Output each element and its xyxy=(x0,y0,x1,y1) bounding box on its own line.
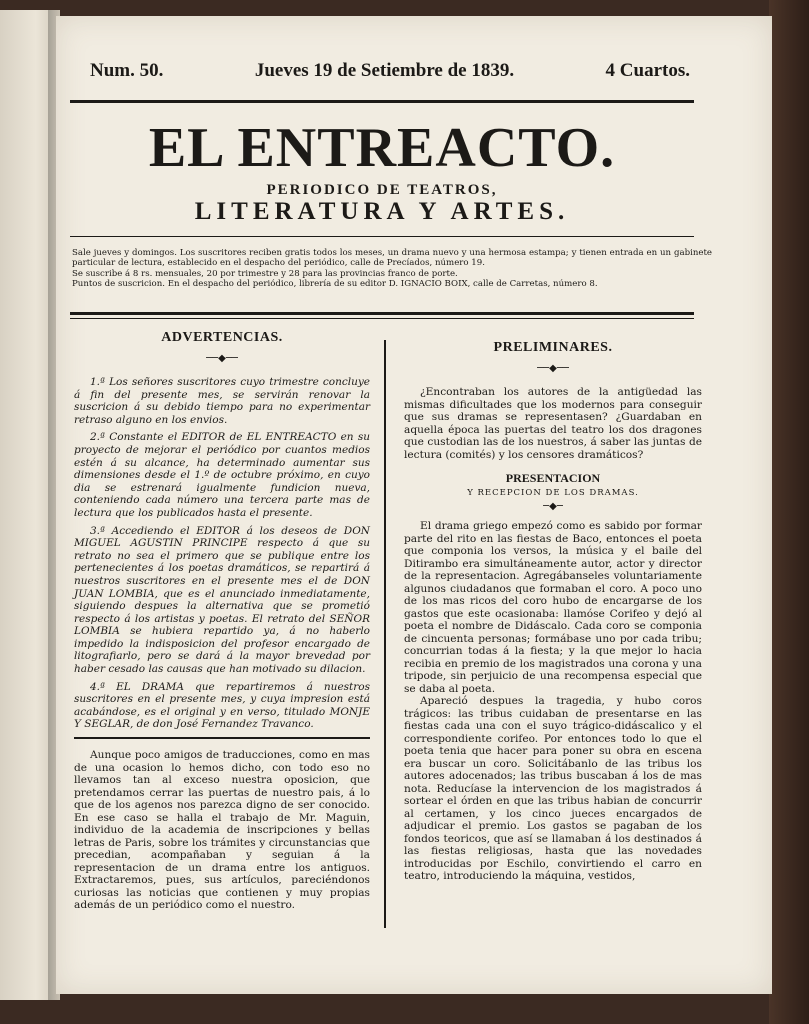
notice-text-3: Puntos de suscricion. En el despacho del periódico, librería de su editor D. IGNACIO BOIX, calle de Carretas, número 8. xyxy=(72,279,598,290)
notice-item-1: 1.ª Los señores suscritores cuyo trimestre concluye á fin del presente mes, se servirán renovar la suscricion á su debido tiempo para no experimentar retraso alguno en los envios. xyxy=(74,376,370,426)
notice-text-1: Sale jueves y domingos. Los suscritores reciben gratis todos los meses, un drama nuevo y una hermosa estampa; y tienen entrada en un gabinete particular de lectura, establecido en el despacho del periódico, calle de Precíados, número 19. xyxy=(72,248,712,269)
drama-paragraph-2: Apareció despues la tragedia, y hubo coros trágicos: las tribus cuidaban de presentarse en las fiestas cada una con el suyo trágico-didáscalico y el correspondiente corifeo. Por entonces todo lo que el poeta tenia que hacer para poner su obra en escena era buscar un coro. Solicitábanlo de las tribus los autores adocenados; las tribus buscaban á los de mas nota. Reducíase la intervencion de los magistrados á sortear el órden en que las tribus habian de concurrir al certamen, y los cinco jueces encargados de adjudicar el premio. Los gastos se pagaban de los fondos teoricos, que así se llamaban á los destinados á las fiestas religiosas, hasta que las novedades introducidas por Eschilo, convirtiendo el carro en teatro, introduciendo la máquina, vestidos, xyxy=(404,695,702,882)
notice-bottom-rule xyxy=(70,312,694,315)
newspaper-subtitle-1: PERIODICO DE TEATROS, xyxy=(266,182,498,198)
preliminares-intro: ¿Encontraban los autores de la antigüedad las mismas dificultades que los modernos para conseguir que sus dramas se representasen? ¿Guardaban en aquella época las puertas del teatro los dos dragones que custodian las de los nuestros, á saber las juntas de lectura (comités) y los censores dramáticos? xyxy=(404,386,702,461)
subscription-notice xyxy=(72,248,712,290)
notice-item-3: 3.ª Accediendo el EDITOR á los deseos de DON MIGUEL AGUSTIN PRINCIPE respecto á que su retrato no sea el primero que se publique entre los pertenecientes á los poetas dramáticos, se repartirá á nuestros suscritores en el presente mes el de DON JUAN LOMBIA, que es el anunciado inmediatamente, siguiendo despues la alternativa que se prometió respecto á los artistas y poetas. El retrato del SEÑOR LOMBIA se hubiera repartido ya, á no haberlo impedido la indisposicion del profesor encargado de litografiarlo, pero se dará á la mayor brevedad por haber cesado las causas que han motivado su dilacion. xyxy=(74,524,370,676)
newspaper-subtitle-2: LITERATURA Y ARTES. xyxy=(194,198,570,225)
advertencias-heading: ADVERTENCIAS. xyxy=(161,330,283,345)
ornament-divider: ──◆── xyxy=(537,363,569,374)
masthead-bottom-rule xyxy=(70,236,694,237)
translations-article: Aunque poco amigos de traducciones, como en mas de una ocasion lo hemos dicho, con todo eso no llevamos tan al exceso nuestra oposicion, que pretendamos cerrar las puertas de nuestro pais, á lo que de los agenos nos parezca digno de ser conocido. En ese caso se halla el trabajo de Mr. Maguin, individuo de la academia de inscripciones y bellas letras de Paris, sobre los trámites y circunstancias que precedian, acompañaban y seguian á la representacion de un drama entre los antiguos. Extractaremos, pues, sus artículos, pareciéndonos curiosas las noticias que contienen y muy propias además de un periódico como el nuestro. xyxy=(74,749,370,912)
ornament-divider: ─◆─ xyxy=(543,501,563,512)
preliminares-heading: PRELIMINARES. xyxy=(493,340,613,355)
right-column xyxy=(404,340,702,883)
book-cover-edge xyxy=(769,0,809,1024)
issue-date: Jueves 19 de Setiembre de 1839. xyxy=(254,60,515,81)
presentacion-heading: PRESENTACION xyxy=(505,471,601,485)
notice-bottom-rule-thin xyxy=(70,318,694,319)
notice-item-4: 4.ª EL DRAMA que repartiremos á nuestros suscritores en el presente mes, y cuya impresion está acabándose, es el original y en verso, titulado MONJE Y SEGLAR, de don José Fernandez Travanco. xyxy=(74,680,370,731)
drama-paragraph-1: El drama griego empezó como es sabido por formar parte del rito en las fiestas de Baco, entonces el poeta que componia los versos, la música y el baile del Ditirambo era simultáneamente autor, actor y director de la representacion. Agregábanseles voluntariamente algunos ciudadanos que formaban el coro. A poco uno de los mas ricos del coro hubo de encargarse de los gastos que este ocasionaba: llamóse Corifeo y dejó al poeta el nombre de Didáscalo. Cada coro se componia de cincuenta personas; formábase uno por cada tribu; concurrian todas á la fiesta; y la que mejor lo hacia recibia en premio de los magistrados una corona y una tripode, sin perjuicio de una recompensa especial que se daba al poeta. xyxy=(404,520,702,695)
newspaper-title: EL ENTREACTO. xyxy=(148,117,616,179)
ornament-divider: ──◆── xyxy=(206,353,238,364)
notice-text-2: Se suscribe á 8 rs. mensuales, 20 por trimestre y 28 para las provincias franco de porte. xyxy=(72,268,458,279)
left-column xyxy=(74,330,370,912)
masthead-top-rule xyxy=(70,100,694,103)
notice-item-2: 2.ª Constante el EDITOR de EL ENTREACTO en su proyecto de mejorar el periódico por cuantos medios estén á su alcance, ha determinado aumentar sus dimensiones desde el 1.º de octubre próximo, en cuyo dia se estrenará igualmente fundicion nueva, conteniendo cada número una tercera parte mas de lectura que los publicados hasta el presente. xyxy=(74,431,370,519)
left-section-rule xyxy=(74,737,370,739)
issue-info-bar xyxy=(90,60,690,82)
column-divider xyxy=(384,340,386,928)
issue-price: 4 Cuartos. xyxy=(605,60,690,81)
issue-number: Num. 50. xyxy=(90,60,164,81)
presentacion-subheading: Y RECEPCION DE LOS DRAMAS. xyxy=(467,488,639,498)
